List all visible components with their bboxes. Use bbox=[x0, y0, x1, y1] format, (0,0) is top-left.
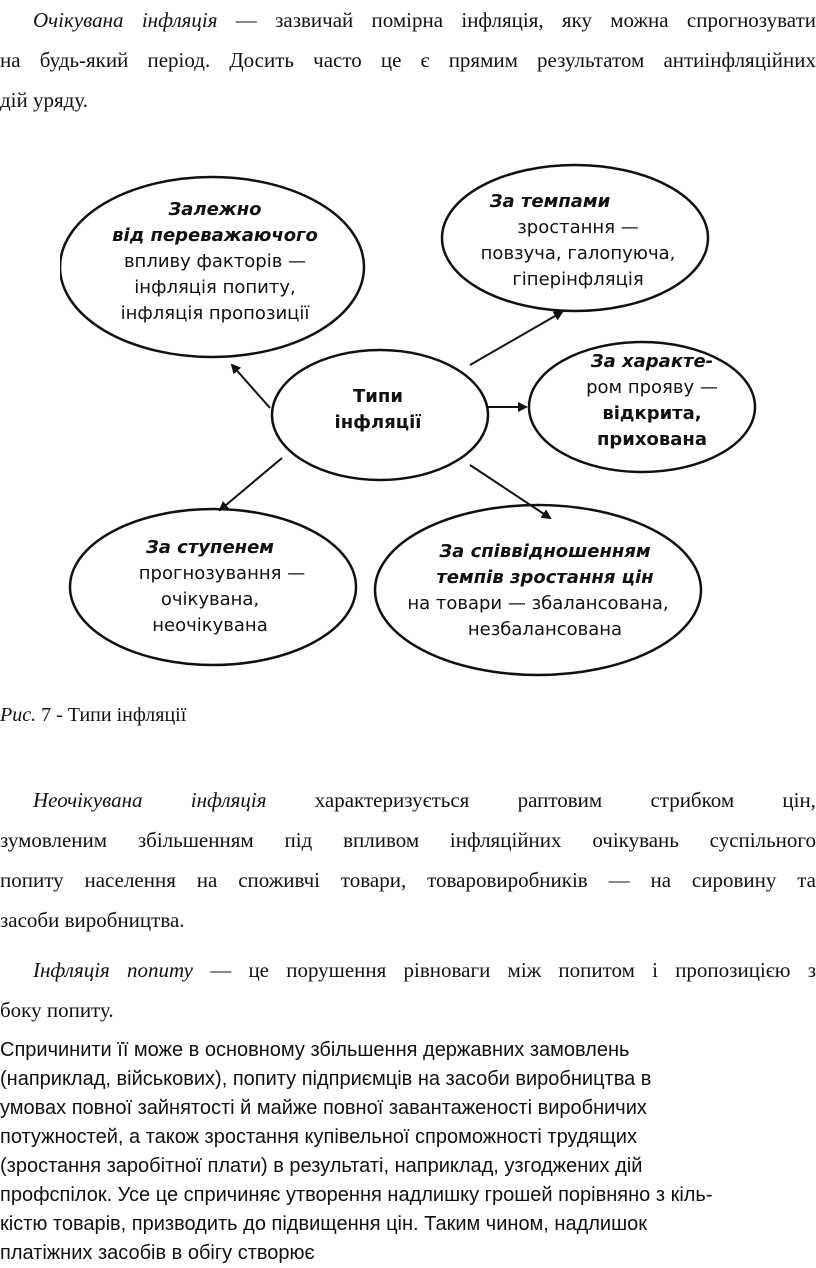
term-word: інфляція bbox=[190, 788, 267, 812]
paragraph-word: стрибком bbox=[650, 788, 735, 812]
term-expected-inflation: Очікувана інфляція bbox=[33, 8, 218, 32]
paragraph-line: Очікувана інфляція — зазвичай помірна інфляція, яку можна спрогнозувати bbox=[33, 8, 816, 32]
right-label-line: За характе- bbox=[590, 351, 714, 372]
paragraph-line: потужностей, а також зростання купівельної спроможності трудящих bbox=[0, 1126, 637, 1148]
paragraph-line: дій уряду. bbox=[0, 88, 88, 112]
center-label-line: Типи bbox=[353, 386, 403, 407]
bottom-right-label-line: темпів зростання цін bbox=[436, 567, 654, 588]
paragraph-line: кістю товарів, призводить до підвищення цін. Таким чином, надлишок bbox=[0, 1213, 648, 1235]
paragraph-line: на будь-який період. Досить часто це є прямим результатом антиінфляційних bbox=[0, 48, 816, 72]
right-label-line: ром прояву — bbox=[586, 377, 718, 398]
paragraph-word: раптовим bbox=[517, 788, 603, 812]
paragraph-line: засоби виробництва. bbox=[0, 908, 185, 932]
right-label-line: прихована bbox=[596, 429, 708, 450]
top-right-label-line: зростання — bbox=[517, 217, 639, 238]
right-label-line: відкрита, bbox=[602, 403, 702, 424]
top-left-label-line: Залежно bbox=[168, 199, 262, 220]
top-left-label-line: від переважаючого bbox=[112, 225, 318, 246]
center-label-line: інфляції bbox=[334, 412, 422, 433]
paragraph-line bbox=[0, 780, 816, 820]
bottom-right-label-line: на товари — збалансована, bbox=[407, 593, 669, 614]
top-left-label-line: інфляція пропозиції bbox=[120, 303, 310, 324]
term-word: Неочікувана bbox=[33, 788, 143, 812]
paragraph-line: (зростання заробітної плати) в результаті, наприклад, узгоджених дій bbox=[0, 1155, 643, 1177]
caption-prefix: Рис. bbox=[0, 704, 37, 726]
paragraph-word: характеризується bbox=[314, 788, 470, 812]
top-right-label-line: повзуча, галопуюча, bbox=[480, 243, 676, 264]
caption-text: 7 - Типи інфляції bbox=[36, 704, 187, 726]
arrow-to-top-left bbox=[232, 365, 270, 408]
paragraph-line: умовах повної зайнятості й майже повної завантаженості виробничих bbox=[0, 1097, 647, 1119]
bottom-left-label-line: неочікувана bbox=[152, 615, 268, 636]
bottom-left-label-line: очікувана, bbox=[160, 589, 260, 610]
paragraph-line: платіжних засобів в обігу створює bbox=[0, 1242, 315, 1264]
bottom-left-label-line: За ступенем bbox=[145, 537, 275, 558]
inflation-types-diagram bbox=[60, 160, 780, 700]
top-left-label-line: інфляція попиту, bbox=[134, 277, 296, 298]
paragraph-demand-causes bbox=[0, 1036, 816, 1268]
top-right-label-line: гіперінфляція bbox=[512, 269, 644, 290]
top-left-label-line: впливу факторів — bbox=[123, 251, 307, 272]
paragraph-line: боку попиту. bbox=[0, 998, 114, 1022]
paragraph-line: (наприклад, військових), попиту підприємців на засоби виробництва в bbox=[0, 1068, 652, 1090]
bottom-right-ellipse bbox=[375, 505, 701, 675]
paragraph-word: цін, bbox=[782, 788, 816, 812]
bottom-right-label-line: За співвідношенням bbox=[439, 541, 651, 562]
figure-caption bbox=[0, 700, 186, 730]
bottom-left-ellipse bbox=[70, 509, 356, 665]
top-right-label-line: За темпами bbox=[489, 191, 611, 212]
arrow-to-top-right bbox=[470, 312, 562, 365]
arrow-to-bottom-left bbox=[220, 458, 282, 510]
paragraph-line: профспілок. Усе це спричиняє утворення надлишку грошей порівняно з кіль- bbox=[0, 1184, 713, 1206]
bottom-right-label-line: незбалансована bbox=[467, 619, 623, 640]
term-demand-inflation: Інфляція попиту bbox=[33, 958, 193, 982]
paragraph-line: зумовленим збільшенням під впливом інфляційних очікувань суспільного bbox=[0, 828, 816, 852]
paragraph-line: Інфляція попиту — це порушення рівноваги між попитом і пропозицією з bbox=[33, 958, 816, 982]
paragraph-line: Спричинити її може в основному збільшення державних замовлень bbox=[0, 1039, 630, 1061]
bottom-left-label-line: прогнозування — bbox=[138, 563, 306, 584]
paragraph-line: попиту населення на споживчі товари, товаровиробників — на сировину та bbox=[0, 868, 816, 892]
